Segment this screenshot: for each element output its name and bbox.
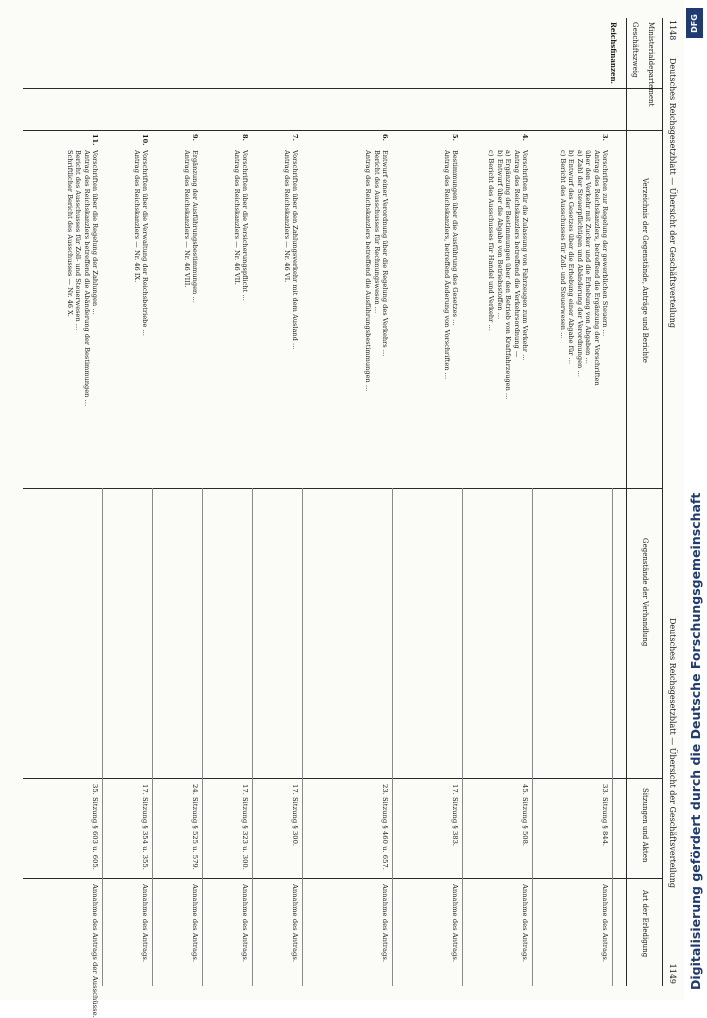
running-title-left: Deutsches Reichsgesetzblatt — Übersicht der Geschäftsverteilung [668,58,677,328]
row-reference: 17. Sitzung § 354 u. 355. [141,784,149,870]
colhead-ministry: Ministerialdepartement [647,22,655,107]
col-rule-4 [23,778,663,779]
colhead-subject: Verzeichnis der Gegenstände, Anträge und Berichte [641,178,649,363]
row-subject [442,150,459,480]
subject-line: Antrag des Reichskanzlers — Nr. 46 VIII. [182,150,191,288]
row-number: 4. [521,134,529,141]
row-number: 3. [601,134,609,141]
subject-line: Antrag des Reichskanzlers, betreffend die Ergänzung der Vorschriften [592,150,601,386]
row-subject [364,150,389,480]
row-result: Annahme des Antrags. [191,884,199,963]
row-reference: 45. Sitzung § 508. [521,784,529,847]
subject-line: Vorschriften für die Zulassung von Fahrzeugen zum Verkehr … [521,150,529,361]
subject-line: Antrag des Reichskanzlers — Nr. 46 IX. [132,150,141,283]
row-separator [612,488,613,986]
row-separator [302,488,303,986]
row-result: Annahme des Antrags. [451,884,459,963]
row-result: Annahme des Antrags. [291,884,299,963]
subject-line: Bericht des Ausschusses für Rechnungswesen … [372,150,381,314]
row-reference: 17. Sitzung § 323 u. 300. [241,784,249,870]
subject-line: über den Verkehr mit Zucker und die Erhebung von Abgaben … [584,150,593,364]
row-result: Annahme des Antrags. [601,884,609,963]
row-number: 8. [241,134,249,141]
col-rule-5 [23,878,663,879]
row-result: Annahme des Antrags. [381,884,389,963]
col-rule-2 [23,130,663,131]
running-header [665,18,679,986]
row-reference: 23. Sitzung § 460 u. 657. [381,784,389,870]
subject-line: Vorschriften über die Regelung der Zahlungen … [91,150,99,315]
row-subject [132,150,149,480]
row-subject [65,150,99,480]
rotated-page-content [19,18,679,1018]
subject-line: a) Zahl der Steuerpflichtigen und Abänderung der Verordnungen … [575,150,584,377]
subject-line: Bericht des Ausschusses für Zoll- und Steuerwesen … [74,150,83,331]
row-result: Annahme des Antrags der Ausschüsse. [91,884,99,1018]
row-subject [182,150,199,480]
top-rule [662,18,663,986]
row-separator [462,488,463,986]
subject-line: Ergänzung der Ausführungsbestimmungen … [191,150,199,303]
row-separator [392,488,393,986]
row-reference: 35. Sitzung § 603 u. 605. [91,784,99,870]
row-reference: 17. Sitzung § 300. [291,784,299,847]
row-separator [252,488,253,986]
row-number: 11. [91,134,99,146]
row-separator [532,488,533,986]
row-result: Annahme des Antrags. [241,884,249,963]
subject-line: Vorschriften zur Regelung der gewerblichen Steuern … [601,150,609,337]
row-subject [487,150,529,480]
subject-line: c) Bericht des Ausschusses für Handel und Verkehr … [487,150,496,331]
row-separator [202,488,203,986]
dfg-funding-notice: Digitalisierung gefördert durch die Deutsche Forschungsgemeinschaft [688,492,703,990]
subject-line: Antrag des Reichskanzlers — Nr. 46 VI. [282,150,291,283]
dfg-logo: DFG [686,8,703,38]
colhead-result: Art der Erledigung [641,890,649,958]
page-number-right: 1149 [668,963,677,984]
row-subject [232,150,249,480]
subject-line: Schriftlicher Bericht des Ausschusses — Nr. 46 X. [65,150,74,317]
subject-line: Antrag des Reichskanzlers betreffend die Verkehrsordnung — [512,150,521,358]
row-number: 10. [141,134,149,146]
row-number: 9. [191,134,199,141]
subject-line: Entwurf einer Verordnung über die Regelung des Verkehrs … [381,150,389,357]
row-subject [282,150,299,480]
subject-line: b) Entwurf über die Abgabe von Betriebsstoffen … [495,150,504,320]
colhead-references: Sitzungen und Akten [641,788,649,863]
subject-line: Antrag des Reichskanzlers betreffend die Ausführungsbestimmungen … [364,150,373,392]
col-rule-1 [23,88,663,89]
row-result: Annahme des Antrags. [521,884,529,963]
subject-line: Vorschriften über die Verwaltung der Reichsbetriebe … [141,150,149,336]
row-result: Annahme des Antrags. [141,884,149,963]
subject-line: Antrag des Reichskanzlers, betreffend Änderung von Vorschriften … [442,150,451,380]
running-title-right: Deutsches Reichsgesetzblatt — Übersicht der Geschäftsverteilung [668,618,677,888]
page-number-left: 1148 [668,20,677,41]
row-number: 7. [291,134,299,141]
row-number: 5. [451,134,459,141]
subject-line: Vorschriften über den Zahlungsverkehr mit dem Ausland … [291,150,299,350]
subject-line: c) Bericht des Ausschusses für Zoll- und Steuerwesen … [558,150,567,339]
row-reference: 17. Sitzung § 383. [451,784,459,847]
row-number: 6. [381,134,389,141]
row-separator [152,488,153,986]
colhead-subdivision: Geschäftszweig [631,22,639,78]
section-title: Reichsfinanzen. [609,22,618,84]
row-reference: 24. Sitzung § 525 u. 579. [191,784,199,870]
subject-line: Vorschriften über die Versicherungspflicht … [241,150,249,301]
subject-line: b) Entwurf des Gesetzes über die Erhebung einer Abgabe für … [567,150,576,365]
subject-line: a) Ergänzung der Bestimmungen über den Betrieb von Kraftfahrzeugen … [504,150,513,400]
row-reference: 33. Sitzung § 844. [601,784,609,847]
header-rule [626,18,627,986]
row-subject [559,150,609,480]
colhead-remarks: Gegenstände der Verhandlung [641,538,649,647]
col-rule-3 [23,488,663,489]
subject-line: Antrag des Reichskanzlers betreffend die Abänderung der Bestimmungen … [82,150,91,407]
row-separator [102,488,103,986]
subject-line: Antrag des Reichskanzlers — Nr. 46 VII. [232,150,241,285]
subject-line: Bestimmungen über die Ausführung des Gesetzes … [451,150,459,326]
